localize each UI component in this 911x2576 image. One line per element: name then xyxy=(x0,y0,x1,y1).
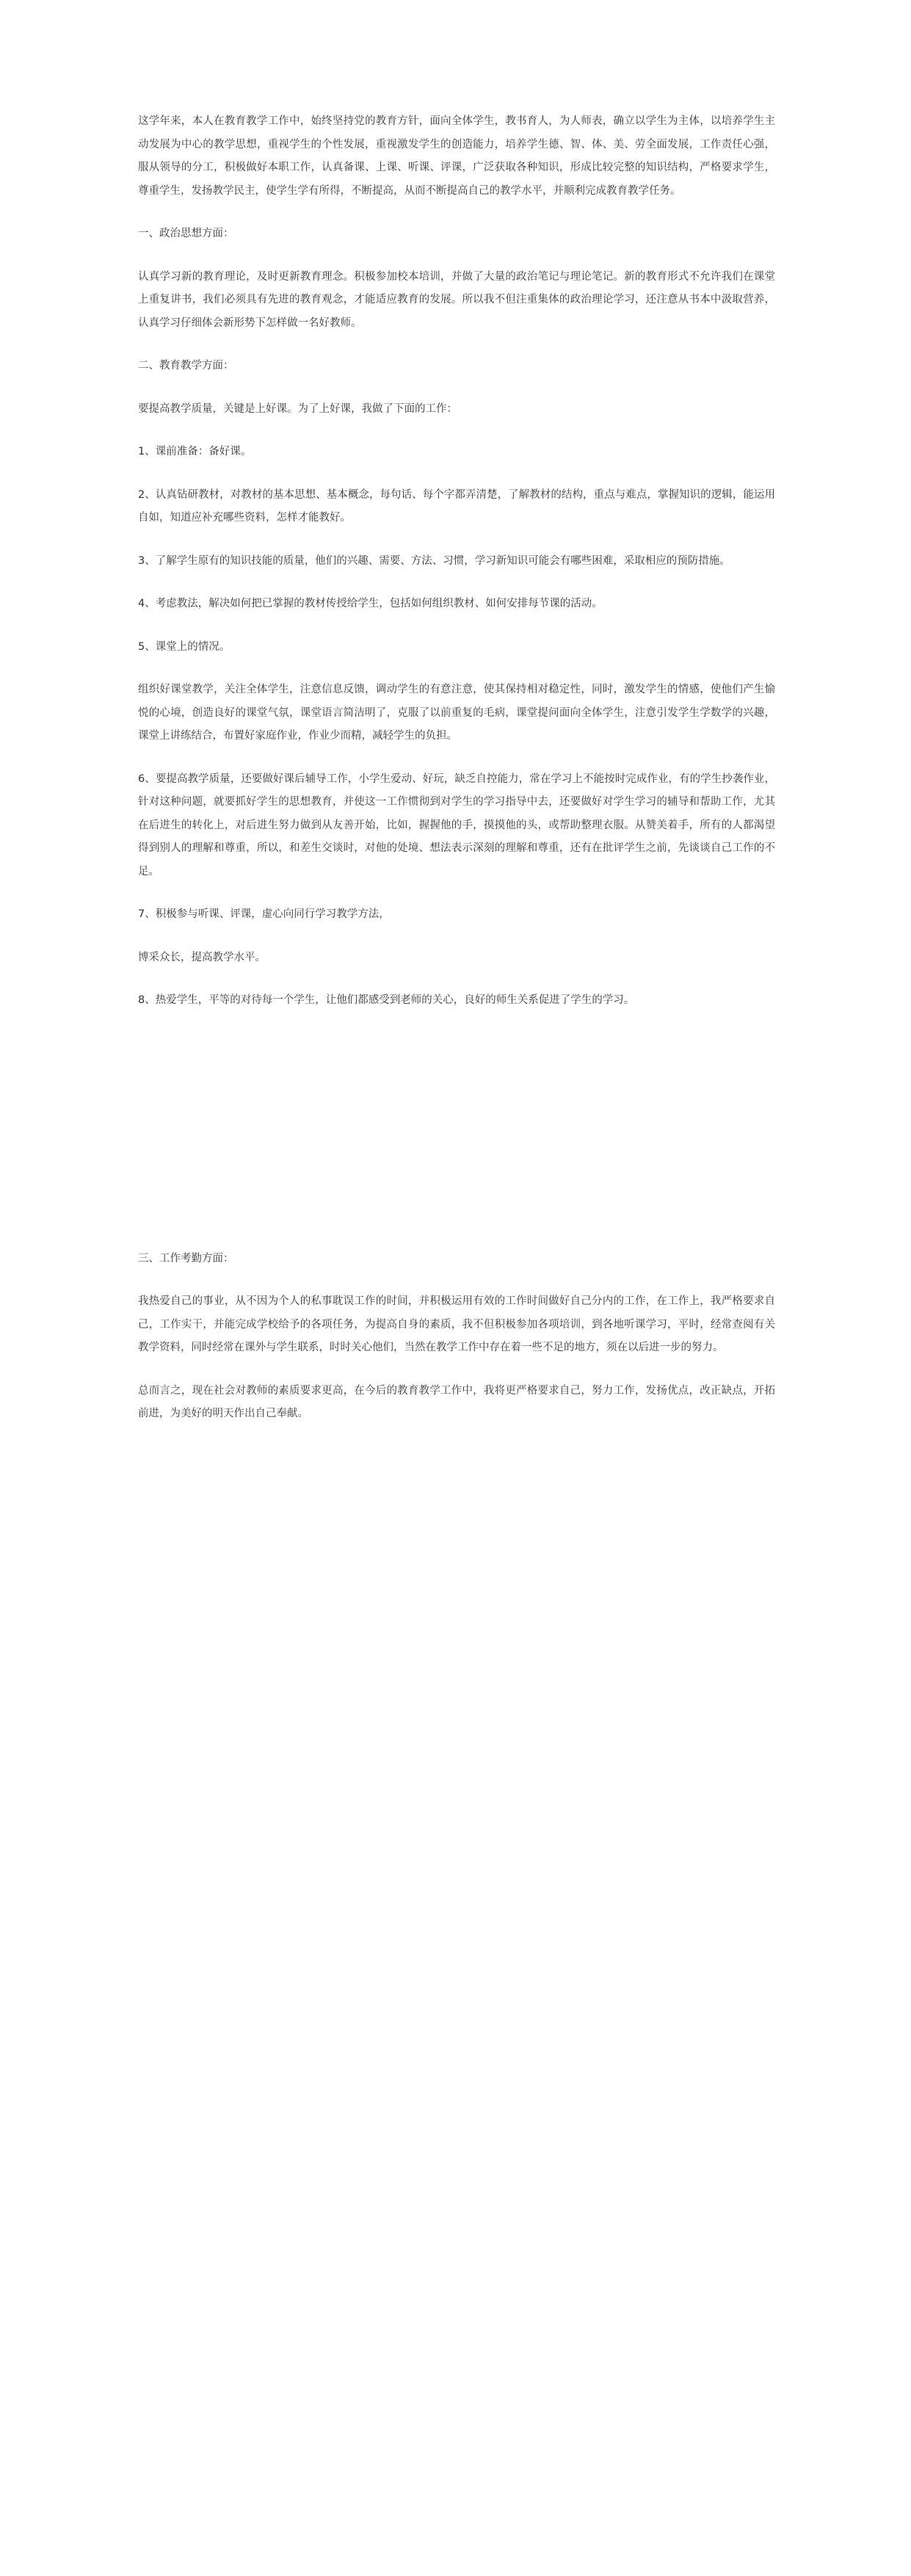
spacer xyxy=(138,335,775,355)
document-body xyxy=(138,110,775,1426)
spacer xyxy=(138,927,775,947)
spacer xyxy=(138,530,775,550)
section-heading-teaching: 二、教育教学方面： xyxy=(138,360,234,372)
spacer xyxy=(138,659,775,679)
conclusion-paragraph: 总而言之，现在社会对教师的素质要求更高，在今后的教育教学工作中，我将更严格要求自己，努力工作，发扬优点，改正缺点，开拓前进，为美好的明天作出自己奉献。 xyxy=(138,1384,775,1419)
list-item-3: 3、了解学生原有的知识技能的质量，他们的兴趣、需要、方法、习惯，学习新知识可能会有哪些困难，采取相应的预防措施。 xyxy=(138,554,730,567)
list-item-4: 4、考虑教法，解决如何把已掌握的教材传授给学生，包括如何组织教材、如何安排每节课的活动。 xyxy=(138,598,603,609)
list-item-1: 1、课前准备：备好课。 xyxy=(138,446,252,457)
spacer xyxy=(138,1360,775,1380)
list-item-5: 5、课堂上的情况。 xyxy=(138,640,231,653)
spacer xyxy=(138,616,775,636)
blank-area xyxy=(138,1013,775,1248)
spacer xyxy=(138,203,775,222)
spacer xyxy=(138,1270,775,1290)
list-item-2: 2、认真钻研教材，对教材的基本思想、基本概念，每句话、每个字都弄清楚，了解教材的结构，重点与难点，掌握知识的逻辑，能运用自如，知道应补充哪些资料，怎样才能教好。 xyxy=(138,488,775,524)
spacer xyxy=(138,464,775,484)
spacer xyxy=(138,969,775,989)
section-heading-political: 一、政治思想方面： xyxy=(138,228,234,239)
list-item-8: 8、热爱学生，平等的对待每一个学生，让他们都感受到老师的关心，良好的师生关系促进了学生的学习。 xyxy=(138,994,635,1006)
political-paragraph: 认真学习新的教育理论，及时更新教育理念。积极参加校本培训，并做了大量的政治笔记与理论笔记。新的教育形式不允许我们在课堂上重复讲书，我们必须具有先进的教育观念，才能适应教育的发展。所以我不但注重集体的政治理论学习，还注意从书本中汲取营养，认真学习仔细体会新形势下怎样做一名好教师。 xyxy=(138,270,775,329)
teaching-intro: 要提高教学质量，关键是上好课。为了上好课，我做了下面的工作： xyxy=(138,402,457,415)
spacer xyxy=(138,421,775,441)
list-item-7: 7、积极参与听课、评课，虚心向同行学习教学方法， xyxy=(138,908,390,920)
classroom-paragraph: 组织好课堂教学，关注全体学生，注意信息反馈，调动学生的有意注意，使其保持相对稳定性，同时，激发学生的情感，使他们产生愉悦的心境，创造良好的课堂气氛，课堂语言简洁明了，克服了以前重复的毛病，课堂提问面向全体学生，注意引发学生学数学的兴趣，课堂上讲练结合，布置好家庭作业，作业少而精，减轻学生的负担。 xyxy=(138,684,775,742)
section-heading-attendance: 三、工作考勤方面： xyxy=(138,1252,234,1265)
list-item-7-continued: 博采众长，提高教学水平。 xyxy=(138,951,266,963)
spacer xyxy=(138,246,775,266)
intro-paragraph: 这学年来，本人在教育教学工作中，始终坚持党的教育方针，面向全体学生，教书育人，为人师表，确立以学生为主体，以培养学生主动发展为中心的教学思想，重视学生的个性发展，重视激发学生的创造能力，培养学生德、智、体、美、劳全面发展，工作责任心强，服从领导的分工，积极做好本职工作，认真备课、上课、听课、评课，广泛获取各种知识，形成比较完整的知识结构，严格要求学生，尊重学生，发扬教学民主，使学生学有所得，不断提高，从而不断提高自己的教学水平，并顺利完成教育教学任务。 xyxy=(138,115,775,197)
spacer xyxy=(138,883,775,903)
spacer xyxy=(138,573,775,593)
list-item-6: 6、要提高教学质量，还要做好课后辅导工作，小学生爱动、好玩，缺乏自控能力，常在学习上不能按时完成作业，有的学生抄袭作业，针对这种问题，就要抓好学生的思想教育，并使这一工作惯彻到对学生的学习指导中去，还要做好对学生学习的辅导和帮助工作，尤其在后进生的转化上，对后进生努力做到从友善开始，比如，握握他的手，摸摸他的头，或帮助整理衣服。从赞美着手，所有的人都渴望得到别人的理解和尊重，所以，和差生交谈时，对他的处境、想法表示深刻的理解和尊重，还有在批评学生之前，先谈谈自己工作的不足。 xyxy=(138,773,775,878)
spacer xyxy=(138,748,775,768)
attendance-paragraph: 我热爱自己的事业，从不因为个人的私事耽误工作的时间，并积极运用有效的工作时间做好自己分内的工作，在工作上，我严格要求自己，工作实干，并能完成学校给予的各项任务，为提高自身的素质，我不但积极参加各项培训，到各地听课学习，平时，经常查阅有关教学资料，同时经常在课外与学生联系，时时关心他们，当然在教学工作中存在着一些不足的地方，须在以后进一步的努力。 xyxy=(138,1295,775,1353)
spacer xyxy=(138,378,775,398)
